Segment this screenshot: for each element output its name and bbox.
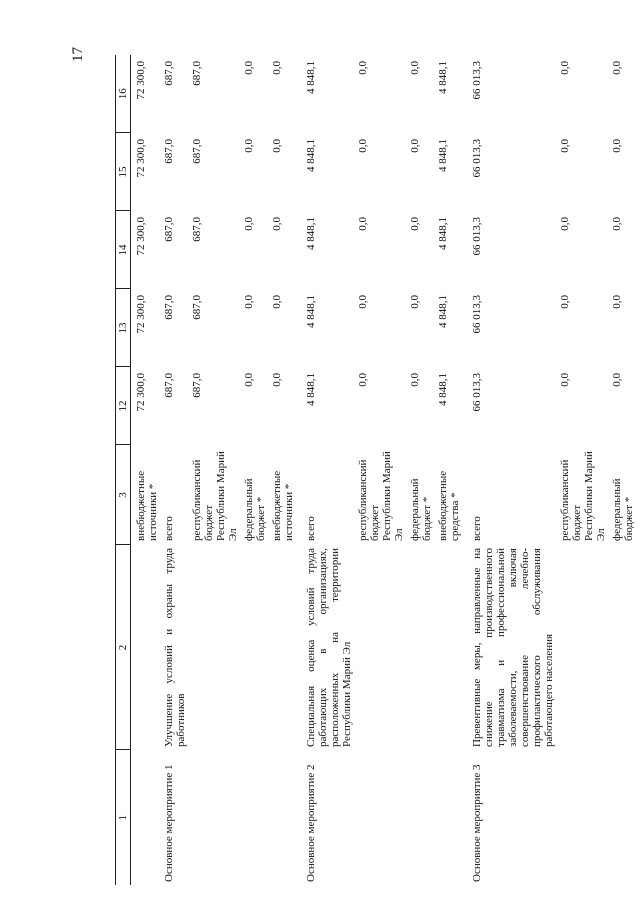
activity-cell (405, 750, 433, 885)
value-cell: 0,0 (559, 139, 571, 153)
activity-cell (239, 750, 267, 885)
activity-cell: Основное мероприятие 1 (163, 764, 175, 882)
value-cell: 0,0 (271, 139, 283, 153)
value-cell: 0,0 (409, 139, 421, 153)
activity-cell: Основное мероприятие 2 (305, 764, 317, 882)
funding-source: республиканский бюджет Республики Марий Эл (559, 451, 607, 541)
header-col-2: 2 (116, 545, 131, 750)
activity-cell (267, 750, 295, 885)
value-cell: 687,0 (163, 295, 175, 320)
value-cell: 687,0 (163, 61, 175, 86)
value-cell: 0,0 (243, 217, 255, 231)
value-cell: 0,0 (559, 61, 571, 75)
funding-source: всего (163, 516, 175, 541)
value-cell: 4 848,1 (437, 61, 449, 94)
activity-cell (433, 750, 461, 885)
activity-cell: Основное мероприятие 3 (471, 764, 483, 882)
budget-table (115, 55, 640, 885)
value-cell: 687,0 (191, 373, 203, 398)
table-row (433, 55, 461, 885)
funding-source: республиканский бюджет Республики Марий Эл (357, 451, 405, 541)
table-row (405, 55, 433, 885)
value-cell: 66 013,3 (471, 139, 483, 178)
funding-source: всего (471, 516, 483, 541)
description-cell (555, 545, 607, 750)
spacer-cell (635, 55, 640, 885)
value-cell: 66 013,3 (471, 217, 483, 256)
value-cell: 0,0 (409, 295, 421, 309)
value-cell: 66 013,3 (471, 373, 483, 412)
value-cell: 0,0 (357, 373, 369, 387)
value-cell: 0,0 (409, 373, 421, 387)
value-cell: 0,0 (271, 373, 283, 387)
value-cell: 687,0 (163, 139, 175, 164)
description-cell (353, 545, 405, 750)
description-cell (433, 545, 461, 750)
funding-source: республиканский бюджет Республики Марий Эл (191, 451, 239, 541)
value-cell: 66 013,3 (471, 295, 483, 334)
funding-source: федеральный бюджет * (243, 478, 267, 541)
description-cell (239, 545, 267, 750)
value-cell: 4 848,1 (437, 295, 449, 328)
description-cell: Превентивные меры, направленные на снижение производственного травматизма и профессиональной заболеваемости, включая совершенствование лечебно-профилактического обслуживания работающего населения (471, 548, 555, 747)
value-cell: 0,0 (559, 373, 571, 387)
value-cell: 4 848,1 (437, 217, 449, 250)
rotated-table-region (115, 55, 635, 885)
value-cell: 4 848,1 (437, 139, 449, 172)
activity-cell (353, 750, 405, 885)
header-col-12: 12 (116, 367, 131, 445)
value-cell: 0,0 (357, 217, 369, 231)
funding-source: внебюджетные источники * (271, 470, 295, 541)
value-cell: 4 848,1 (305, 217, 317, 250)
value-cell: 0,0 (243, 139, 255, 153)
table-row (239, 55, 267, 885)
value-cell: 0,0 (243, 373, 255, 387)
table-row (555, 55, 607, 885)
description-cell: Специальная оценка условий труда работающих в организациях, расположенных на территории Республики Марий Эл (305, 548, 353, 747)
value-cell: 0,0 (559, 295, 571, 309)
value-cell: 0,0 (409, 217, 421, 231)
value-cell: 72 300,0 (135, 373, 147, 412)
value-cell: 0,0 (611, 217, 623, 231)
value-cell: 66 013,3 (471, 61, 483, 100)
value-cell: 0,0 (357, 61, 369, 75)
table-row (187, 55, 239, 885)
value-cell: 0,0 (243, 295, 255, 309)
value-cell: 4 848,1 (437, 373, 449, 406)
table-row (607, 55, 635, 885)
table-body (131, 55, 640, 885)
group-spacer (635, 55, 640, 885)
table-row (467, 55, 555, 885)
description-cell: Улучшение условий и охраны труда работников (163, 548, 187, 747)
value-cell: 687,0 (191, 217, 203, 242)
description-cell (267, 545, 295, 750)
funding-source: федеральный бюджет * (409, 478, 433, 541)
value-cell: 0,0 (611, 61, 623, 75)
activity-cell (607, 750, 635, 885)
value-cell: 687,0 (191, 139, 203, 164)
value-cell: 4 848,1 (305, 61, 317, 94)
value-cell: 4 848,1 (305, 139, 317, 172)
header-col-3: 3 (116, 445, 131, 545)
value-cell: 0,0 (271, 295, 283, 309)
value-cell: 687,0 (163, 373, 175, 398)
value-cell: 72 300,0 (135, 139, 147, 178)
value-cell: 0,0 (271, 217, 283, 231)
value-cell: 4 848,1 (305, 295, 317, 328)
header-col-1: 1 (116, 750, 131, 885)
page-number: 17 (70, 47, 86, 62)
funding-source: федеральный бюджет * (611, 478, 635, 541)
table-row (159, 55, 187, 885)
header-row (116, 55, 131, 885)
value-cell: 0,0 (409, 61, 421, 75)
value-cell: 0,0 (357, 295, 369, 309)
header-col-16: 16 (116, 55, 131, 133)
funding-source: всего (305, 516, 317, 541)
value-cell: 0,0 (271, 61, 283, 75)
value-cell: 687,0 (191, 61, 203, 86)
funding-source: внебюджетные источники * (135, 470, 159, 541)
value-cell: 0,0 (611, 139, 623, 153)
value-cell: 687,0 (191, 295, 203, 320)
table-row (301, 55, 353, 885)
value-cell: 0,0 (611, 295, 623, 309)
header-col-13: 13 (116, 289, 131, 367)
value-cell: 4 848,1 (305, 373, 317, 406)
description-cell (607, 545, 635, 750)
table-row (353, 55, 405, 885)
activity-cell (187, 750, 239, 885)
value-cell: 0,0 (243, 61, 255, 75)
header-col-15: 15 (116, 133, 131, 211)
table-row (267, 55, 295, 885)
value-cell: 72 300,0 (135, 217, 147, 256)
value-cell: 72 300,0 (135, 295, 147, 334)
table-row (131, 55, 160, 885)
value-cell: 0,0 (611, 373, 623, 387)
value-cell: 72 300,0 (135, 61, 147, 100)
value-cell: 0,0 (559, 217, 571, 231)
value-cell: 0,0 (357, 139, 369, 153)
description-cell (405, 545, 433, 750)
header-col-14: 14 (116, 211, 131, 289)
activity-cell (555, 750, 607, 885)
value-cell: 687,0 (163, 217, 175, 242)
description-cell (187, 545, 239, 750)
description-cell (131, 545, 160, 750)
funding-source: внебюджетные средства * (437, 470, 461, 541)
activity-cell (131, 750, 160, 885)
